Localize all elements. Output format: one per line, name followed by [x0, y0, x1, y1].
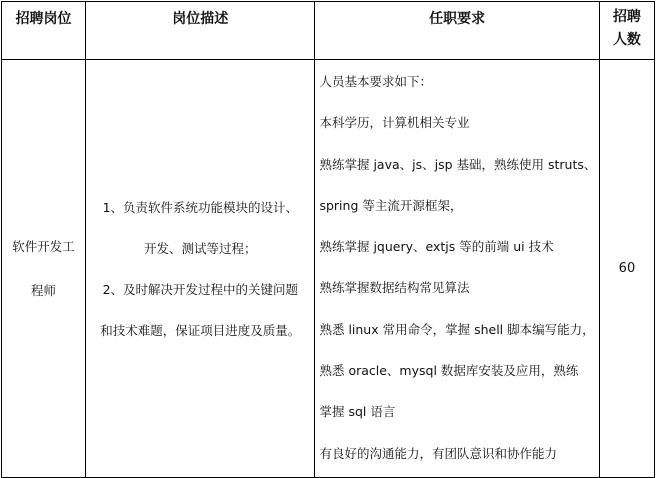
requirement-line: 熟悉 linux 常用命令，掌握 shell 脚本编写能力， — [319, 321, 595, 337]
requirement-line: 熟练掌握 jquery、extjs 等的前端 ui 技术 — [319, 239, 554, 255]
position-line-1: 软件开发工 — [12, 238, 75, 254]
header-count — [599, 2, 654, 60]
description-line: 开发、测试等过程； — [144, 240, 257, 256]
position-line-2: 程师 — [31, 282, 57, 298]
header-count-line2: 人数 — [612, 32, 641, 48]
description-line: 2、及时解决开发过程中的关键问题 — [102, 281, 299, 297]
requirements-cell — [315, 60, 599, 478]
requirement-line: 熟悉 oracle、mysql 数据库安装及应用，熟练 — [319, 363, 579, 379]
job-posting-table — [1, 1, 655, 478]
count-cell: 60 — [599, 60, 654, 478]
requirement-line: 本科学历，计算机相关专业 — [319, 115, 470, 131]
requirement-line: spring 等主流开源框架， — [319, 197, 463, 213]
description-line: 1、负责软件系统功能模块的设计、 — [102, 199, 299, 215]
description-line: 和技术难题，保证项目进度及质量。 — [100, 322, 301, 338]
requirement-line: 熟练掌握 java、js、jsp 基础，熟练使用 struts、 — [319, 156, 597, 172]
header-requirements: 任职要求 — [315, 2, 599, 60]
header-row — [2, 2, 655, 60]
requirement-line: 有良好的沟通能力，有团队意识和协作能力 — [319, 445, 557, 461]
position-cell — [2, 60, 86, 478]
requirement-line: 熟练掌握数据结构常见算法 — [319, 280, 470, 296]
header-position: 招聘岗位 — [2, 2, 86, 60]
header-count-line1: 招聘 — [612, 9, 641, 25]
header-description: 岗位描述 — [86, 2, 315, 60]
description-cell — [86, 60, 315, 478]
requirement-line: 掌握 sql 语言 — [319, 404, 396, 420]
requirement-line: 人员基本要求如下： — [319, 74, 432, 89]
job-row — [2, 60, 655, 478]
